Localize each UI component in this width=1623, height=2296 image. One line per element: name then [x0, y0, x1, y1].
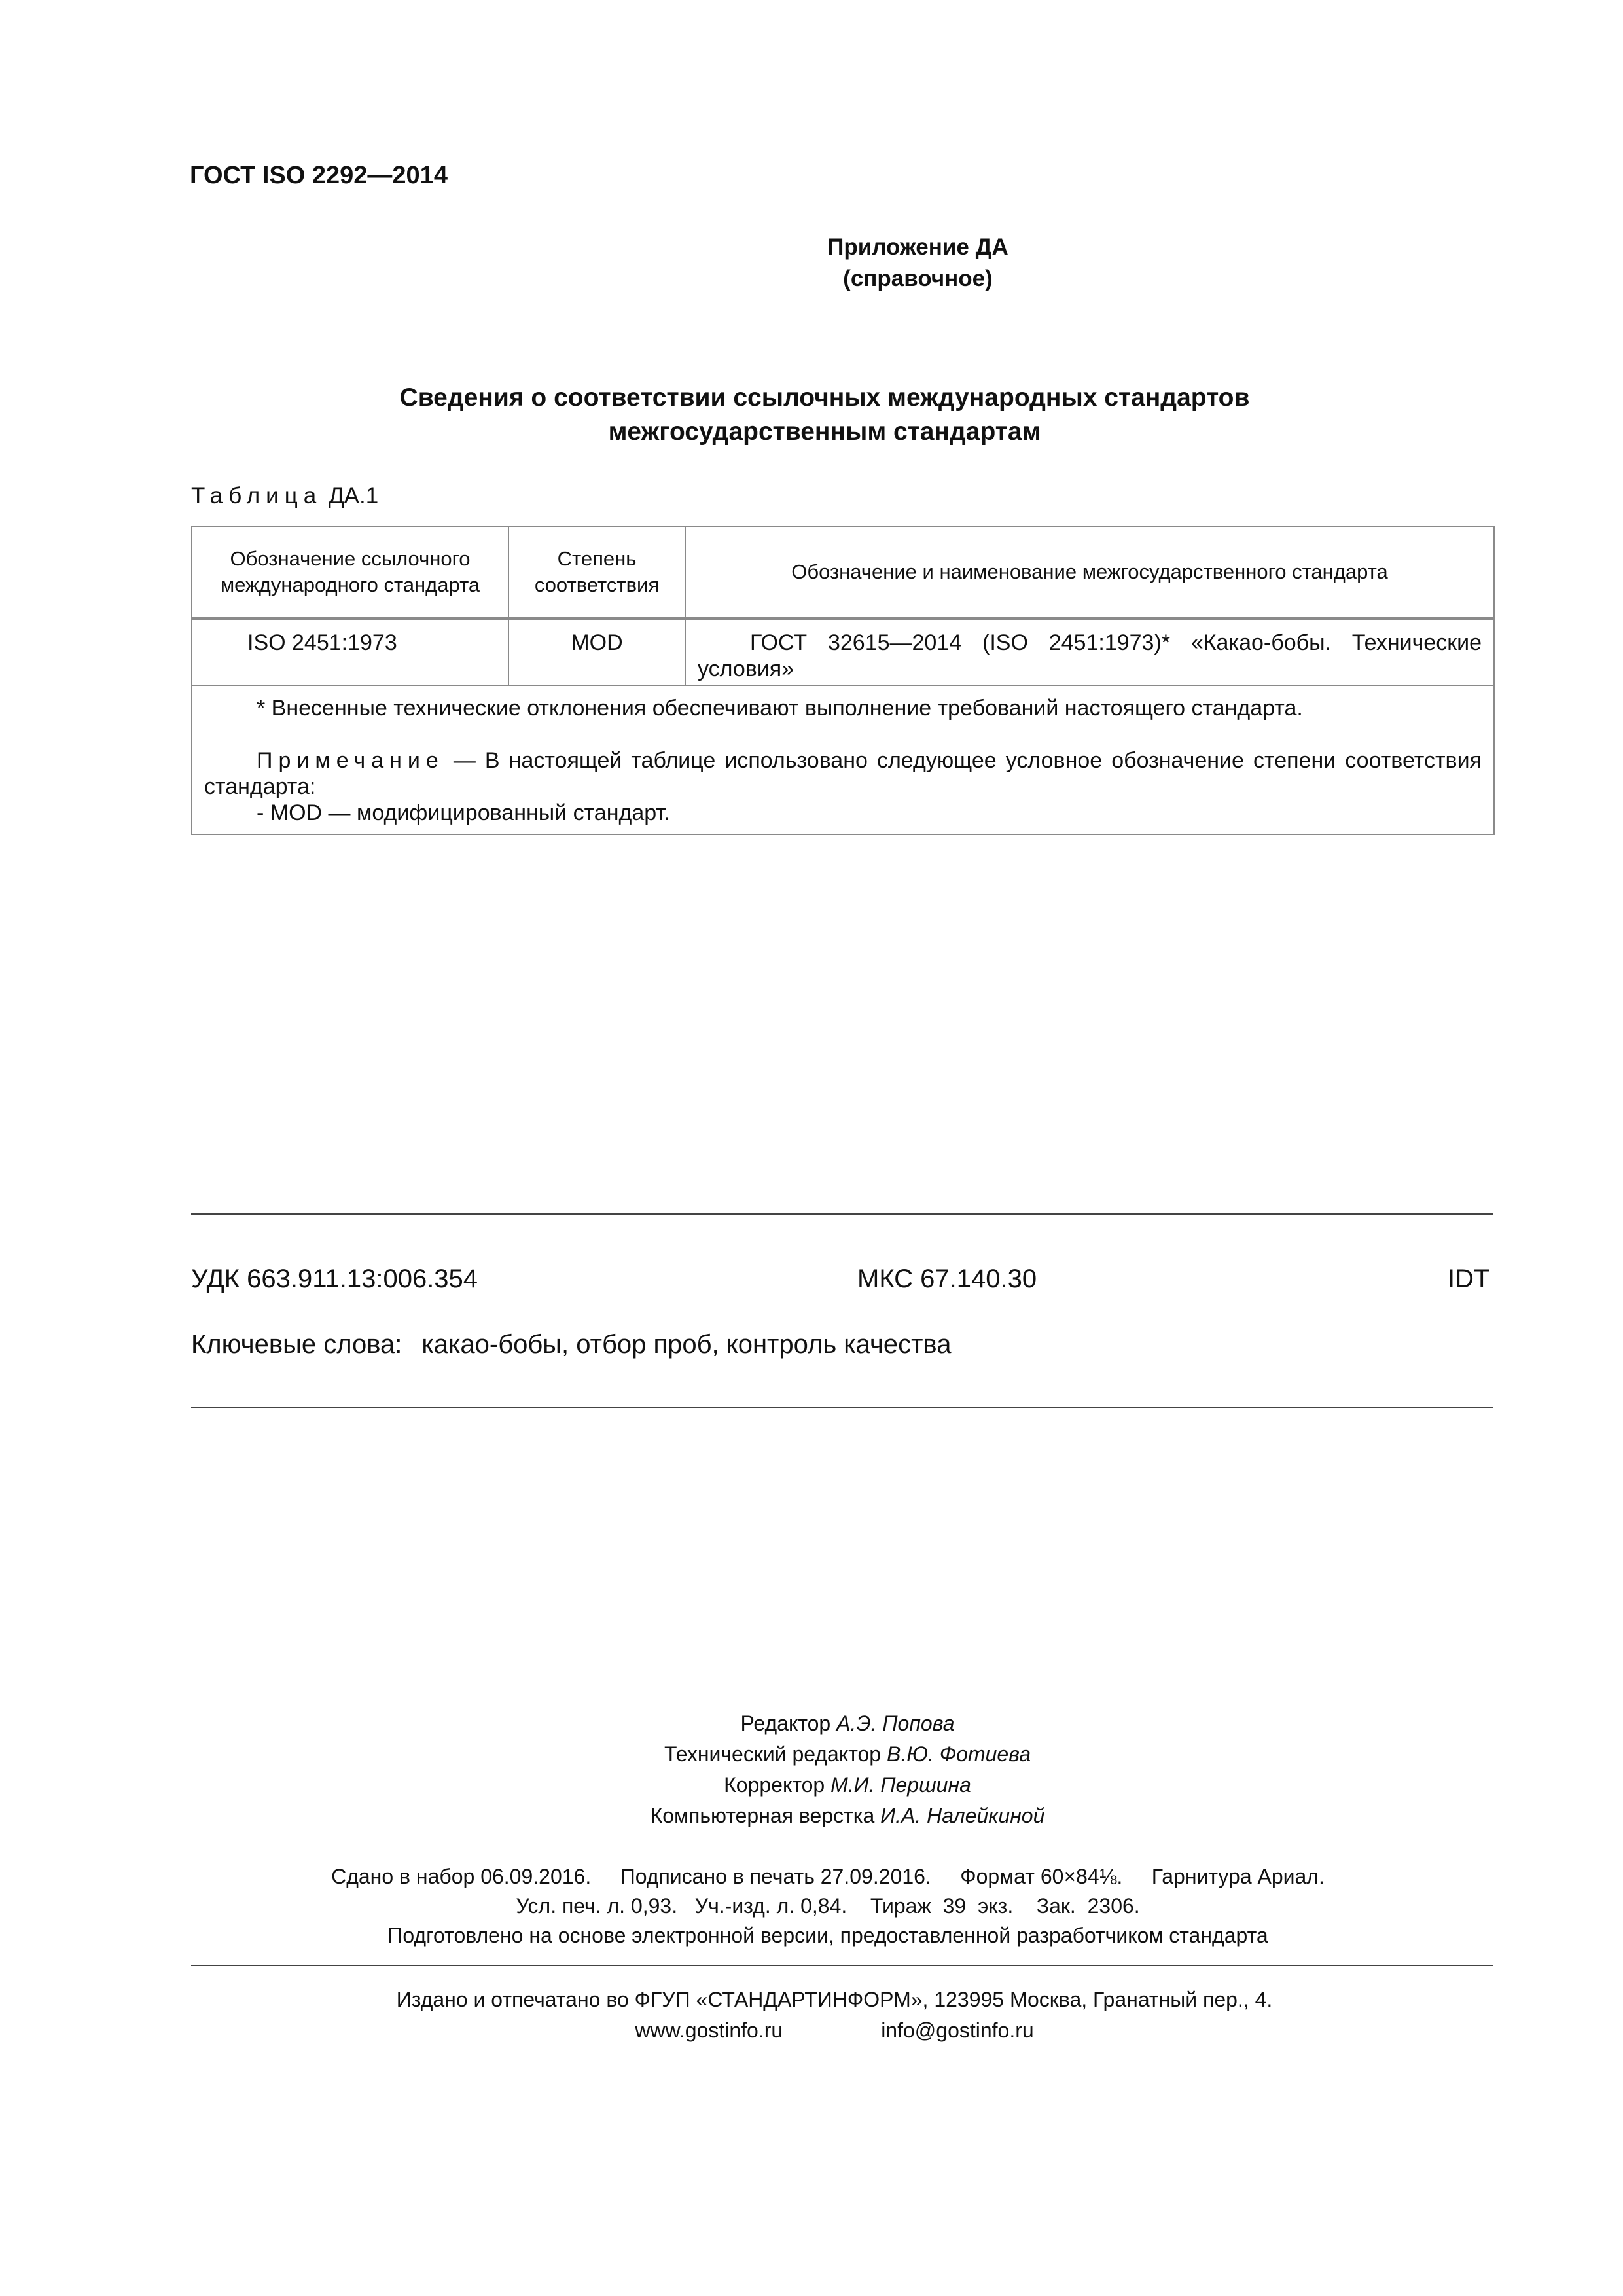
credit-line: [72, 1708, 1623, 1739]
note-text: — В настоящей таблице использовано следующее условное обозначение степени соответствия стандарта:: [204, 748, 1482, 799]
table-footnote: * Внесенные технические отклонения обеспечивают выполнение требований настоящего стандарта.: [257, 696, 1303, 721]
divider-line: [191, 1213, 1493, 1215]
credit-name: В.Ю. Фотиева: [886, 1742, 1031, 1766]
cell-intl-standard: ISO 2451:1973: [192, 619, 508, 686]
section-heading: [0, 381, 1623, 449]
table-row: [192, 619, 1494, 686]
appendix-subtitle: (справочное): [843, 266, 993, 291]
publication-line2: Усл. печ. л. 0,93. Уч.-изд. л. 0,84. Тираж 39 экз. Зак. 2306.: [516, 1894, 1140, 1918]
idt-code: IDT: [1448, 1265, 1490, 1293]
table-caption-word: Таблица: [191, 483, 323, 509]
mks-code: МКС 67.140.30: [857, 1265, 1037, 1293]
document-code: ГОСТ ISO 2292—2014: [190, 162, 448, 189]
website-link[interactable]: www.gostinfo.ru: [635, 2018, 783, 2042]
udk-code: УДК 663.911.13:006.354: [191, 1265, 478, 1293]
table-notes: [192, 685, 1494, 834]
keywords-label: Ключевые слова:: [191, 1330, 402, 1359]
keywords: [191, 1330, 951, 1359]
section-heading-line1: Сведения о соответствии ссылочных международных стандартов: [399, 384, 1250, 412]
divider-line: [191, 1407, 1493, 1408]
credit-line: [72, 1770, 1623, 1801]
column-header-national: Обозначение и наименование межгосударственного стандарта: [685, 526, 1494, 619]
appendix-title-block: [0, 232, 1623, 295]
printer-contacts: [46, 2015, 1623, 2046]
credit-role: Редактор: [740, 1712, 831, 1735]
column-header-degree: Степень соответствия: [508, 526, 685, 619]
credit-role: Компьютерная верстка: [650, 1804, 875, 1827]
table-caption-number: ДА.1: [328, 483, 379, 509]
credit-name: А.Э. Попова: [836, 1712, 955, 1735]
cell-degree: MOD: [508, 619, 685, 686]
credit-line: [72, 1739, 1623, 1770]
credit-name: М.И. Першина: [830, 1773, 971, 1797]
credit-line: [72, 1801, 1623, 1831]
cell-national-standard: ГОСТ 32615—2014 (ISO 2451:1973)* «Какао-бобы. Технические условия»: [685, 619, 1494, 686]
table-caption: [191, 483, 378, 509]
table-header-row: [192, 526, 1494, 619]
keywords-value: какао-бобы, отбор проб, контроль качества: [421, 1330, 952, 1359]
publication-line3: Подготовлено на основе электронной версии, предоставленной разработчиком стандарта: [387, 1924, 1268, 1947]
credit-role: Корректор: [724, 1773, 825, 1797]
publication-info: [0, 1862, 1623, 1950]
credit-role: Технический редактор: [664, 1742, 882, 1766]
credits-block: [0, 1708, 1623, 1831]
table-notes-row: [192, 685, 1494, 834]
publication-line1: Сдано в набор 06.09.2016. Подписано в печать 27.09.2016. Формат 60×84⅛. Гарнитура Ариал.: [331, 1865, 1325, 1888]
credit-name: И.А. Налейкиной: [880, 1804, 1045, 1827]
table-note: [204, 747, 1482, 800]
note-item: - MOD — модифицированный стандарт.: [257, 800, 670, 825]
appendix-title: Приложение ДА: [827, 234, 1008, 260]
printer-info: [0, 1984, 1623, 2046]
correspondence-table: [191, 526, 1495, 835]
email-link[interactable]: info@gostinfo.ru: [881, 2018, 1034, 2042]
printer-line1: Издано и отпечатано во ФГУП «СТАНДАРТИНФОРМ», 123995 Москва, Гранатный пер., 4.: [396, 1988, 1273, 2011]
divider-line: [191, 1965, 1493, 1966]
section-heading-line2: межгосударственным стандартам: [608, 418, 1041, 446]
column-header-intl: Обозначение ссылочного международного стандарта: [192, 526, 508, 619]
note-label: Примечание: [257, 748, 444, 773]
